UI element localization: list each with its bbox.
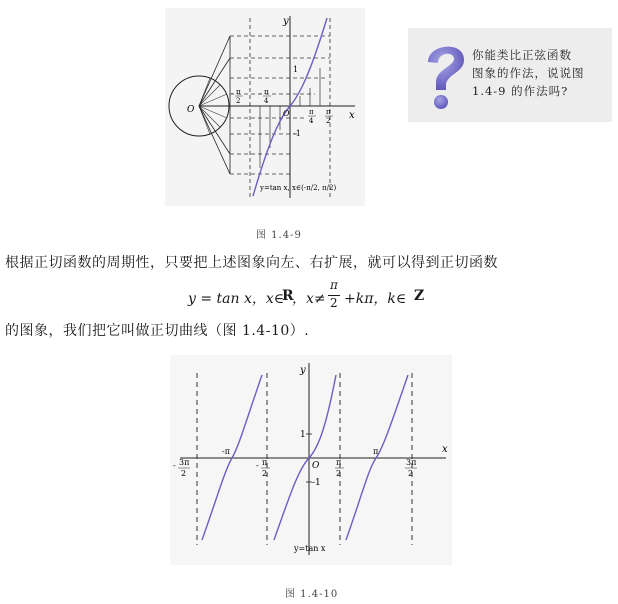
- tan-domain-formula: [188, 278, 448, 312]
- tick-pi4-num: π: [309, 108, 314, 116]
- tick-neg-pi2-den: 2: [262, 469, 268, 478]
- paragraph-2: 的图象，我们把它叫做正切曲线（图 1.4-10）.: [5, 323, 310, 339]
- paragraph-1: 根据正切函数的周期性，只要把上述图象向左、右扩展，就可以得到正切函数: [5, 255, 498, 271]
- y-axis-label: y: [300, 365, 306, 376]
- tick-neg-pi4-den: 4: [264, 97, 269, 105]
- formula-part-3: +kπ，k∈: [344, 291, 407, 307]
- tick-neg-pi2-num: π: [236, 88, 241, 96]
- x-axis-label: x: [442, 444, 448, 455]
- tick-3pi2-num: 3π: [406, 458, 417, 467]
- figure1-function-label: y=tan x, x∈(-π/2, π/2): [260, 184, 337, 192]
- unit-pos-label: 1: [300, 430, 306, 440]
- tick-3pi2-den: 2: [408, 469, 414, 478]
- formula-part-2: ，x≠: [292, 291, 326, 307]
- tangent-lines: [199, 36, 230, 174]
- figure-1-4-10-caption: 图 1.4-10: [285, 589, 339, 600]
- unit-neg-label: -1: [312, 478, 321, 488]
- tick-neg-pi2-minus: -: [231, 90, 234, 98]
- figure-1-4-10-graph: [170, 355, 452, 565]
- tick-neg-pi4-num: π: [264, 88, 269, 96]
- formula-set-Z: Z: [414, 288, 425, 304]
- formula-frac-num: π: [330, 278, 338, 292]
- asymptotes: [197, 373, 412, 545]
- y-axis-label: y: [283, 16, 289, 27]
- tick-pi4-den: 4: [309, 117, 314, 125]
- tick-pi: π: [373, 447, 379, 456]
- tick-pi2-num: π: [336, 458, 342, 467]
- tick-neg-pi4-minus: -: [259, 90, 262, 98]
- formula-part-1: y = tan x，x∈: [188, 291, 285, 307]
- tip-line-3: 1.4-9 的作法吗?: [472, 84, 569, 98]
- formula-set-R: R: [282, 288, 294, 304]
- x-axis-label: x: [349, 110, 355, 121]
- tick-neg-pi2-den: 2: [236, 97, 241, 105]
- tick-pi2-den: 2: [336, 469, 342, 478]
- tick-neg-pi: -π: [222, 447, 230, 456]
- question-mark-icon: [418, 36, 474, 116]
- tick-neg-pi2-minus: -: [256, 461, 259, 470]
- tip-text: [472, 46, 608, 100]
- origin-label: O: [312, 461, 320, 471]
- figure2-function-label: y=tan x: [294, 544, 326, 553]
- figure-1-4-10: [170, 355, 452, 565]
- thinking-tip-box: [408, 28, 612, 122]
- tip-line-1: 你能类比正弦函数: [472, 48, 572, 62]
- tick-neg-pi2-num: π: [262, 458, 268, 467]
- origin-label: O: [283, 109, 290, 118]
- tick-neg-3pi2-num: 3π: [179, 458, 190, 467]
- unit-pos-label: 1: [293, 65, 299, 74]
- tick-neg-3pi2-den: 2: [181, 469, 187, 478]
- tick-pi2-den: 2: [326, 117, 331, 125]
- circle-origin-label: O: [187, 105, 195, 115]
- tick-pi2-num: π: [326, 108, 331, 116]
- figure-1-4-9-caption: 图 1.4-9: [256, 230, 302, 241]
- unit-neg-label: -1: [293, 129, 301, 138]
- figure-1-4-9: [165, 8, 365, 206]
- formula-frac-den: 2: [330, 296, 338, 310]
- tick-neg-3pi2-minus: -: [173, 461, 176, 470]
- figure-1-4-9-graph: [165, 8, 365, 206]
- tip-line-2: 图象的作法，说说图: [472, 66, 585, 80]
